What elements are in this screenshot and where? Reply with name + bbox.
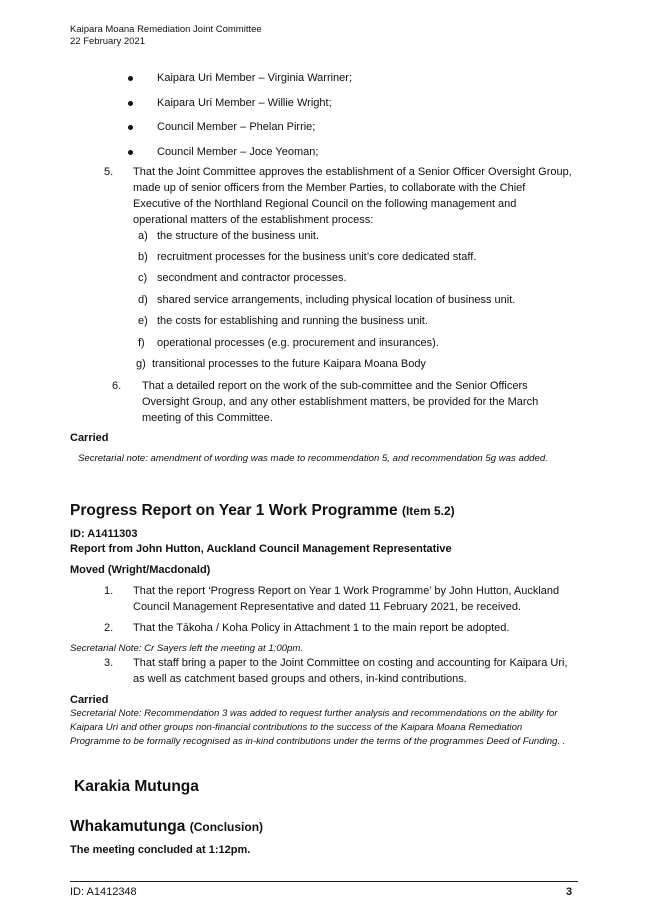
rec5-item-letter: f) [138, 337, 145, 349]
rec5-item-text: secondment and contractor processes. [157, 272, 347, 284]
bullet-icon [128, 125, 133, 130]
carried-label: Carried [70, 432, 109, 444]
member-item: Council Member – Joce Yeoman; [157, 146, 319, 158]
rec5-item-letter: c) [138, 272, 148, 284]
bullet-icon [128, 101, 133, 106]
rec5-item-text: the structure of the business unit. [157, 230, 320, 242]
progress-rec-number: 1. [104, 585, 114, 597]
secretarial-note-sayers: Secretarial Note: Cr Sayers left the meeting at 1:00pm. [70, 643, 304, 654]
progress-rec-number: 2. [104, 622, 114, 634]
rec5-item-text: shared service arrangements, including physical location of business unit. [157, 294, 516, 306]
rec5-item-letter: a) [138, 230, 148, 242]
page-number: 3 [566, 886, 573, 898]
bullet-icon [128, 150, 133, 155]
rec5-item-text: the costs for establishing and running the business unit. [157, 315, 428, 327]
bullet-icon [128, 76, 133, 81]
rec5-number: 5. [104, 166, 114, 178]
secretarial-note: Secretarial Note: Recommendation 3 was added to request further analysis and recommendations on the ability for Kaipara Uri and other groups non-financial contributions to the success of the Kaipara Moana Remediation Programme to be formally recognised as in-kind contributions under the terms of the programmes Deed of Funding. . [70, 708, 566, 747]
rec5-item-letter: e) [138, 315, 148, 327]
rec5-item-letter: b) [138, 251, 148, 263]
member-item: Council Member – Phelan Pirrie; [157, 121, 316, 133]
footer-doc-id: ID: A1412348 [70, 886, 137, 898]
rec6-text: That a detailed report on the work of the sub-committee and the Senior Officers Oversight Group, and any other establishment matters, be provided for the March meeting of this Committee. [142, 380, 539, 424]
moved-line: Moved (Wright/Macdonald) [70, 564, 211, 576]
member-item: Kaipara Uri Member – Willie Wright; [157, 97, 332, 109]
member-item: Kaipara Uri Member – Virginia Warriner; [157, 72, 353, 84]
progress-rec-number: 3. [104, 657, 114, 669]
meeting-concluded: The meeting concluded at 1:12pm. [70, 844, 251, 856]
carried-label: Carried [70, 694, 109, 706]
section-title: Progress Report on Year 1 Work Programme [70, 502, 398, 519]
section-subtitle: (Conclusion) [189, 820, 264, 834]
progress-rec-text: That the report ‘Progress Report on Year 1 Work Programme’ by John Hutton, Auckland Council Management Representative and dated 11 February 2021, be received. [133, 585, 560, 613]
report-id: ID: A1411303 [70, 528, 138, 540]
section-heading-karakia: Karakia Mutunga [74, 778, 199, 795]
secretarial-note: Secretarial note: amendment of wording was made to recommendation 5, and recommendation 5g was added. [78, 453, 548, 464]
rec5-item-text: recruitment processes for the business unit’s core dedicated staff. [157, 251, 477, 263]
section-heading-progress-report [70, 501, 455, 521]
item-ref: (Item 5.2) [401, 504, 455, 518]
rec5-item-letter: d) [138, 294, 148, 306]
footer-divider [70, 881, 578, 882]
rec5-text: That the Joint Committee approves the establishment of a Senior Officer Oversight Group, made up of senior officers from the Member Parties, to collaborate with the Chief Executive of the Northland Regional Council on the following management and operational matters of the establishment process: [133, 166, 572, 226]
section-title: Whakamutunga [70, 818, 186, 835]
rec5-item-letter: g) [136, 358, 146, 370]
report-from: Report from John Hutton, Auckland Council Management Representative [70, 543, 452, 555]
rec6-number: 6. [112, 380, 122, 392]
rec5-item-text: transitional processes to the future Kaipara Moana Body [152, 358, 426, 370]
rec5-item-text: operational processes (e.g. procurement and insurances). [157, 337, 439, 349]
header-org: Kaipara Moana Remediation Joint Committee [70, 24, 262, 35]
progress-rec-text: That staff bring a paper to the Joint Committee on costing and accounting for Kaipara Uri, as well as catchment based groups and others, in-kind contributions. [133, 657, 568, 685]
header-date: 22 February 2021 [70, 36, 145, 47]
section-heading-whakamutunga [70, 817, 263, 837]
progress-rec-text: That the Tākoha / Koha Policy in Attachment 1 to the main report be adopted. [133, 622, 510, 634]
